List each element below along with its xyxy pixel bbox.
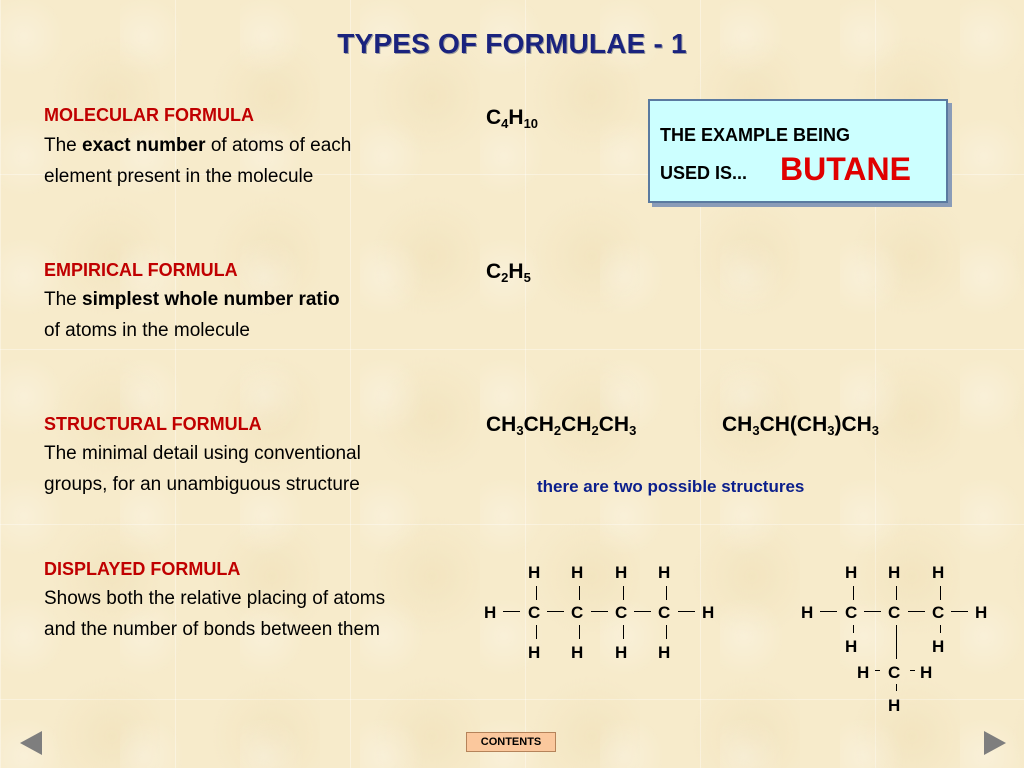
bond-line xyxy=(853,625,854,633)
bond-line xyxy=(896,586,897,600)
bond-line xyxy=(908,611,925,612)
empirical-description: The simplest whole number ratio of atoms in the molecule xyxy=(44,289,340,341)
bond-line xyxy=(623,586,624,600)
bond-line xyxy=(579,586,580,600)
hydrogen-atom: H xyxy=(845,563,858,582)
page-title: TYPES OF FORMULAE - 1 xyxy=(337,28,687,59)
right-arrow-icon[interactable] xyxy=(984,731,1006,755)
bond-line xyxy=(579,625,580,639)
hydrogen-atom: H xyxy=(857,663,870,682)
carbon-atom: C xyxy=(528,603,541,622)
bond-line xyxy=(951,611,968,612)
hydrogen-atom: H xyxy=(571,563,584,582)
callout-highlight: BUTANE xyxy=(780,151,911,187)
bond-line xyxy=(853,586,854,600)
bond-line xyxy=(591,611,608,612)
molecular-heading: MOLECULAR FORMULA xyxy=(44,105,254,125)
hydrogen-atom: H xyxy=(528,563,541,582)
contents-button[interactable]: CONTENTS xyxy=(466,732,556,752)
carbon-atom: C xyxy=(888,603,901,622)
bond-line xyxy=(896,684,897,691)
hydrogen-atom: H xyxy=(615,563,628,582)
hydrogen-atom: H xyxy=(658,643,671,662)
hydrogen-atom: H xyxy=(528,643,541,662)
bond-line xyxy=(896,625,897,659)
hydrogen-atom: H xyxy=(702,603,715,622)
carbon-atom: C xyxy=(845,603,858,622)
callout-line-2: USED IS... xyxy=(660,163,748,183)
bond-line xyxy=(666,586,667,600)
example-callout xyxy=(648,99,948,203)
bond-line xyxy=(623,625,624,639)
carbon-atom: C xyxy=(571,603,584,622)
bond-line xyxy=(536,625,537,639)
structural-heading: STRUCTURAL FORMULA xyxy=(44,414,262,434)
hydrogen-atom: H xyxy=(658,563,671,582)
hydrogen-atom: H xyxy=(888,563,901,582)
callout-line-1: THE EXAMPLE BEING xyxy=(660,125,851,145)
bond-line xyxy=(940,625,941,633)
bond-line xyxy=(875,670,880,671)
displayed-description: Shows both the relative placing of atoms and the number of bonds between them xyxy=(44,588,386,640)
left-arrow-icon[interactable] xyxy=(20,731,42,755)
empirical-heading: EMPIRICAL FORMULA xyxy=(44,260,238,280)
hydrogen-atom: H xyxy=(888,696,901,715)
hydrogen-atom: H xyxy=(975,603,988,622)
hydrogen-atom: H xyxy=(845,637,858,656)
bond-line xyxy=(503,611,520,612)
structural-formula-butane: $CH_3CH_2CH_2CH_3$ xyxy=(486,413,637,438)
molecular-formula: $C_4H_{10}$ xyxy=(486,106,539,131)
bond-line xyxy=(678,611,695,612)
structural-formula-methylpropane: $CH_3CH(CH_3)CH_3$ xyxy=(722,413,880,438)
hydrogen-atom: H xyxy=(801,603,814,622)
bond-line xyxy=(634,611,651,612)
bond-line xyxy=(910,670,915,671)
hydrogen-atom: H xyxy=(932,637,945,656)
structures-note: there are two possible structures xyxy=(537,477,805,496)
bond-line xyxy=(864,611,881,612)
bond-line xyxy=(820,611,837,612)
hydrogen-atom: H xyxy=(484,603,497,622)
molecular-description: The exact number of atoms of each element present in the molecule xyxy=(44,135,352,187)
carbon-atom: C xyxy=(615,603,628,622)
bond-line xyxy=(536,586,537,600)
carbon-atom: C xyxy=(658,603,671,622)
hydrogen-atom: H xyxy=(615,643,628,662)
empirical-formula: $C_2H_5$ xyxy=(486,260,531,285)
carbon-atom: C xyxy=(888,663,901,682)
carbon-atom: C xyxy=(932,603,945,622)
hydrogen-atom: H xyxy=(932,563,945,582)
bond-line xyxy=(940,586,941,600)
bond-line xyxy=(666,625,667,639)
hydrogen-atom: H xyxy=(571,643,584,662)
displayed-heading: DISPLAYED FORMULA xyxy=(44,559,241,579)
hydrogen-atom: H xyxy=(920,663,933,682)
structural-description: The minimal detail using conventional groups, for an unambiguous structure xyxy=(44,443,361,495)
bond-line xyxy=(547,611,564,612)
